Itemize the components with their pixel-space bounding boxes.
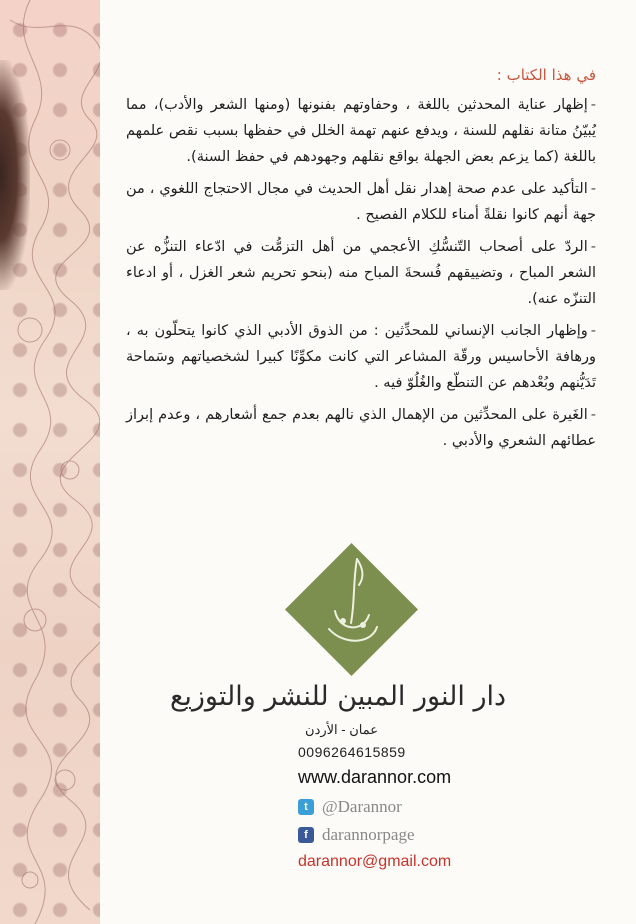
summary-paragraph: -وإظهار الجانب الإنساني للمحدِّثين : من الذوق الأدبي الذي كانوا يتحلّون به ، ورهافة الأحاسيس ورقّة المشاعر التي كانت مكوِّنًا كبيرا لشخصياتهم وسَماحة تَدَيُّنهم وبُعْدهم عن التنطّع والغُلُوّ فيه . (126, 323, 596, 391)
summary-paragraph: -الغَيرة على المحدِّثين من الإهمال الذي نالهم بعدم جمع أشعارهم ، وعدم إبراز عطائهم الشعري والأدبي . (126, 407, 596, 449)
twitter-handle[interactable]: t @Darannor (298, 797, 518, 817)
contact-block (298, 722, 518, 871)
publisher-logo (283, 541, 420, 678)
email-address[interactable]: darannor@gmail.com (298, 853, 452, 870)
bullet-dash-icon: - (590, 323, 596, 339)
bullet-dash-icon: - (590, 407, 596, 423)
bullet-dash-icon: - (590, 97, 596, 113)
book-summary (126, 66, 596, 460)
bullet-dash-icon: - (590, 181, 596, 197)
bullet-dash-icon: - (590, 239, 596, 255)
summary-paragraph: -إظهار عناية المحدثين باللغة ، وحفاوتهم بفنونها (ومنها الشعر والأدب)، مما يُبيّنُ متانة نقلهم للسنة ، ويدفع عنهم تهمة الخلل في حفظها بسبب نقص علمهم باللغة (كما يزعم بعض الجهلة بواقع نقلهم وجهودهم في حفظ السنة). (126, 97, 596, 165)
twitter-icon: t (298, 799, 314, 815)
publisher-city: عمان - الأردن (305, 722, 378, 737)
summary-paragraph: -الردّ على أصحاب التّنسُّكِ الأعجمي من أهل التزمُّت في ادّعاء التنزُّه عن الشعر المباح ، وتضييقهم فُسحةَ المباح منه (بنحو تحريم شعر الغزل ، أو ادعاء التنزّه عنه). (126, 239, 596, 307)
facebook-icon: f (298, 827, 314, 843)
decorative-dark-shape (0, 60, 30, 290)
phone-number: 0096264615859 (298, 744, 406, 760)
publisher-name: دار النور المبين للنشر والتوزيع (169, 681, 507, 712)
website-link[interactable]: www.darannor.com (298, 767, 452, 787)
facebook-page[interactable]: f darannorpage (298, 825, 518, 845)
section-title: في هذا الكتاب : (496, 66, 596, 84)
summary-paragraph: -التأكيد على عدم صحة إهدار نقل أهل الحديث في مجال الاحتجاج اللغوي ، من جهة أنهم كانوا نقلةً أمناء للكلام الفصيح . (126, 181, 596, 223)
